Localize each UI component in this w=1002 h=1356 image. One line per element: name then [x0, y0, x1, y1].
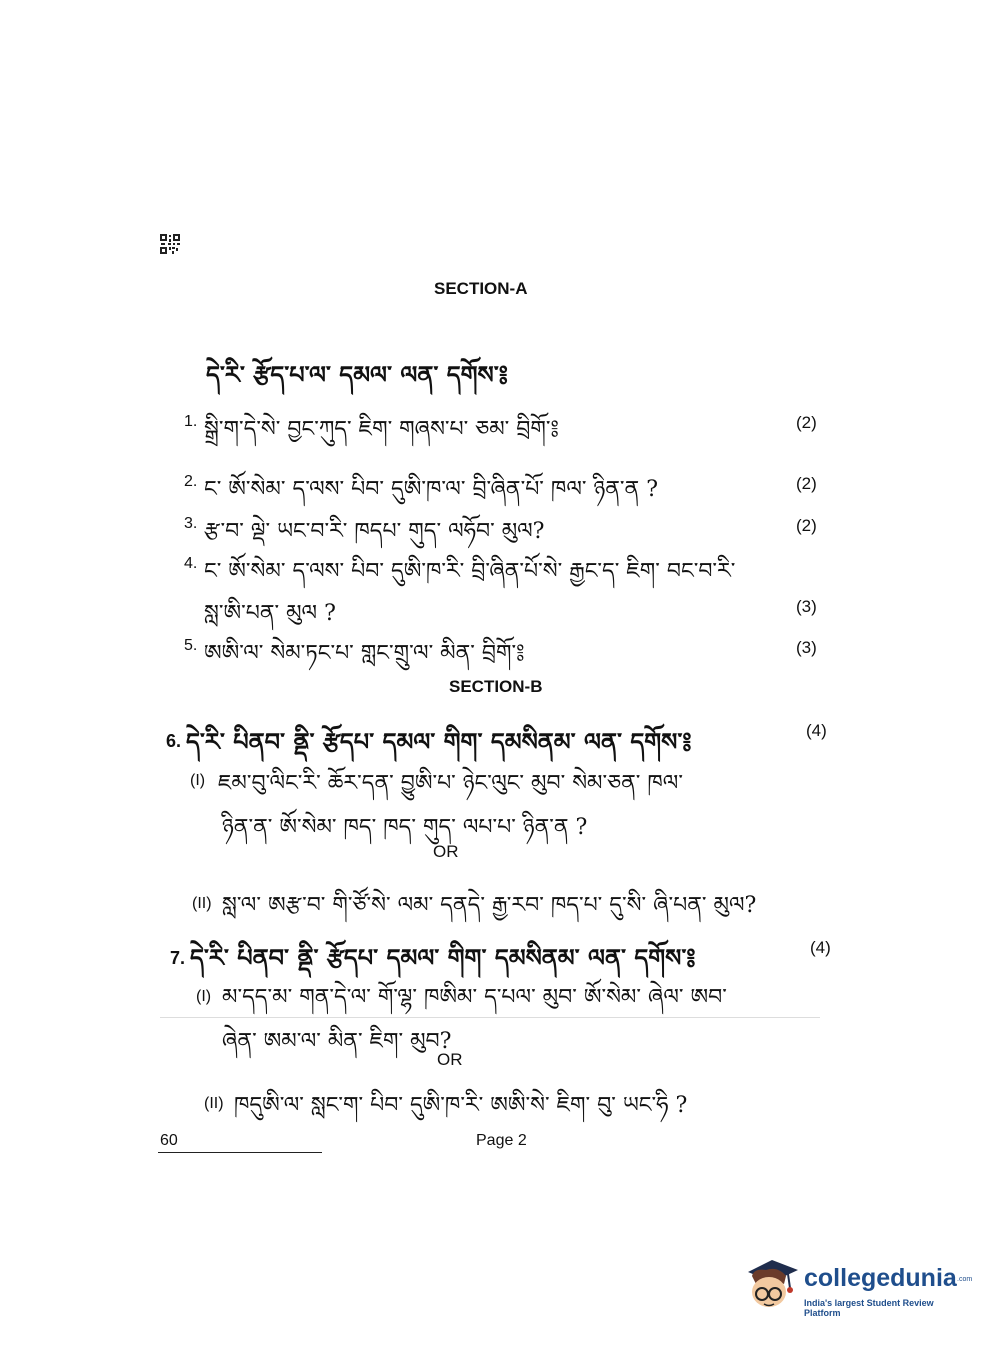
- question-number: 3.: [184, 515, 198, 532]
- question-text: དེ་རི་ པིནབ་ ནྡི་ རྩོདཔ་ དམལ་ གིག་ དམསིནམ་ ལན་ དགོས་༔: [186, 727, 692, 756]
- or-label: OR: [433, 842, 459, 861]
- option-number: (I): [190, 772, 206, 789]
- question-marks: (3): [796, 638, 817, 657]
- question-marks: (2): [796, 413, 817, 432]
- option-text: ཁདུཨི་ལ་ སླང་ག་ པིབ་ དུཨི་ཁ་རི་ ཨཨི་སེ་ ཇིག་ བུ་ ཡང་ཧི ?: [234, 1093, 688, 1118]
- question-number: 7.: [170, 948, 186, 968]
- option-number: (II): [192, 895, 212, 912]
- question-text: དེ་རི་ པིནབ་ ནྡི་ རྩོདཔ་ དམལ་ གིག་ དམསིནམ་ ལན་ དགོས་༔: [190, 943, 696, 972]
- option-number: (II): [204, 1095, 224, 1112]
- question-text: ང་ ཨོ་སེམ་ ད་ལས་ པིབ་ དུཨི་ཁ་ལ་ བྲི་ཞིན་པོ་ ཁལ་ ཉིན་ན ?: [204, 477, 658, 502]
- question-marks: (3): [796, 597, 817, 616]
- section-b-title: SECTION-B: [449, 677, 543, 696]
- qr-code-icon: [160, 234, 180, 254]
- logo-tagline: India's largest Student Review Platform: [804, 1298, 934, 1318]
- section-a-instruction: དེ་རི་ རྩོད་པ་ལ་ དམལ་ ལན་ དགོས་༔: [206, 360, 508, 389]
- question-number: 6.: [166, 731, 182, 751]
- question-number: 1.: [184, 413, 198, 430]
- question-marks: (2): [796, 516, 817, 535]
- logo-domain: .com: [957, 1276, 973, 1283]
- question-text: སྒྲི་ག་དེ་སེ་ བྱང་ཀུད་ ཇིག་ གཞས་པ་ ཅམ་ བྲིགོ་༔: [204, 417, 559, 442]
- footer-page-number: Page 2: [476, 1132, 527, 1149]
- question-marks: (4): [806, 721, 827, 740]
- or-label: OR: [437, 1050, 463, 1069]
- faint-scan-line: [160, 1017, 820, 1018]
- question-number: 2.: [184, 473, 198, 490]
- option-text-continued: ཞེན་ ཨམ་ལ་ མིན་ ཇིག་ མུབ?: [222, 1029, 452, 1054]
- question-marks: (2): [796, 474, 817, 493]
- question-number: 5.: [184, 637, 198, 654]
- option-text-continued: ཉིན་ན་ ཨོ་སེམ་ ཁད་ ཁད་ གུད་ ལཔ་པ་ ཉིན་ན ?: [222, 815, 588, 840]
- question-marks: (4): [810, 938, 831, 957]
- collegedunia-logo: [742, 1250, 972, 1320]
- question-text: ང་ ཨོ་སེམ་ ད་ལས་ པིབ་ དུཨི་ཁ་རི་ བྲི་ཞིན་པོ་སེ་ རྒྱང་ད་ ཇིག་ བང་བ་རི་: [204, 559, 736, 584]
- option-text: སླ་ལ་ ཨརྩ་བ་ གི་ཙོ་སེ་ ལམ་ དནདེ་ རྒྱ་རབ་ ཁད་པ་ དུ་སི་ ཞི་པན་ མུལ?: [222, 893, 757, 918]
- student-mascot-icon: [742, 1254, 800, 1314]
- question-number: 4.: [184, 555, 198, 572]
- question-text: རྩ་བ་ ལྡེ་ ཡང་བ་རི་ ཁདཔ་ གུད་ ལཧོབ་ མུལ?: [204, 519, 545, 544]
- logo-wordmark: collegedunia: [804, 1264, 957, 1292]
- option-text: ཇམ་བུ་ལིང་རི་ ཆོར་དན་ བྱུཨི་པ་ ཉེང་ལུང་ མུབ་ སེམ་ཅན་ ཁལ་: [218, 771, 683, 796]
- footer-rule: [158, 1152, 322, 1153]
- option-number: (I): [196, 988, 212, 1005]
- footer-page-code: 60: [160, 1132, 178, 1149]
- question-text-continued: སླ་ཨི་པན་ མུལ ?: [204, 601, 336, 626]
- section-a-title: SECTION-A: [434, 279, 528, 298]
- question-text: ཨཨི་ལ་ སེམ་ཏང་པ་ གླང་གྲུ་ལ་ མིན་ བྲིགོ་༔: [204, 641, 525, 666]
- option-text: མ་དད་མ་ གན་དེ་ལ་ གོ་ལྷ་ ཁཨིམ་ ད་པལ་ མུབ་ ཨོ་སེམ་ ཞེལ་ ཨབ་: [222, 985, 727, 1010]
